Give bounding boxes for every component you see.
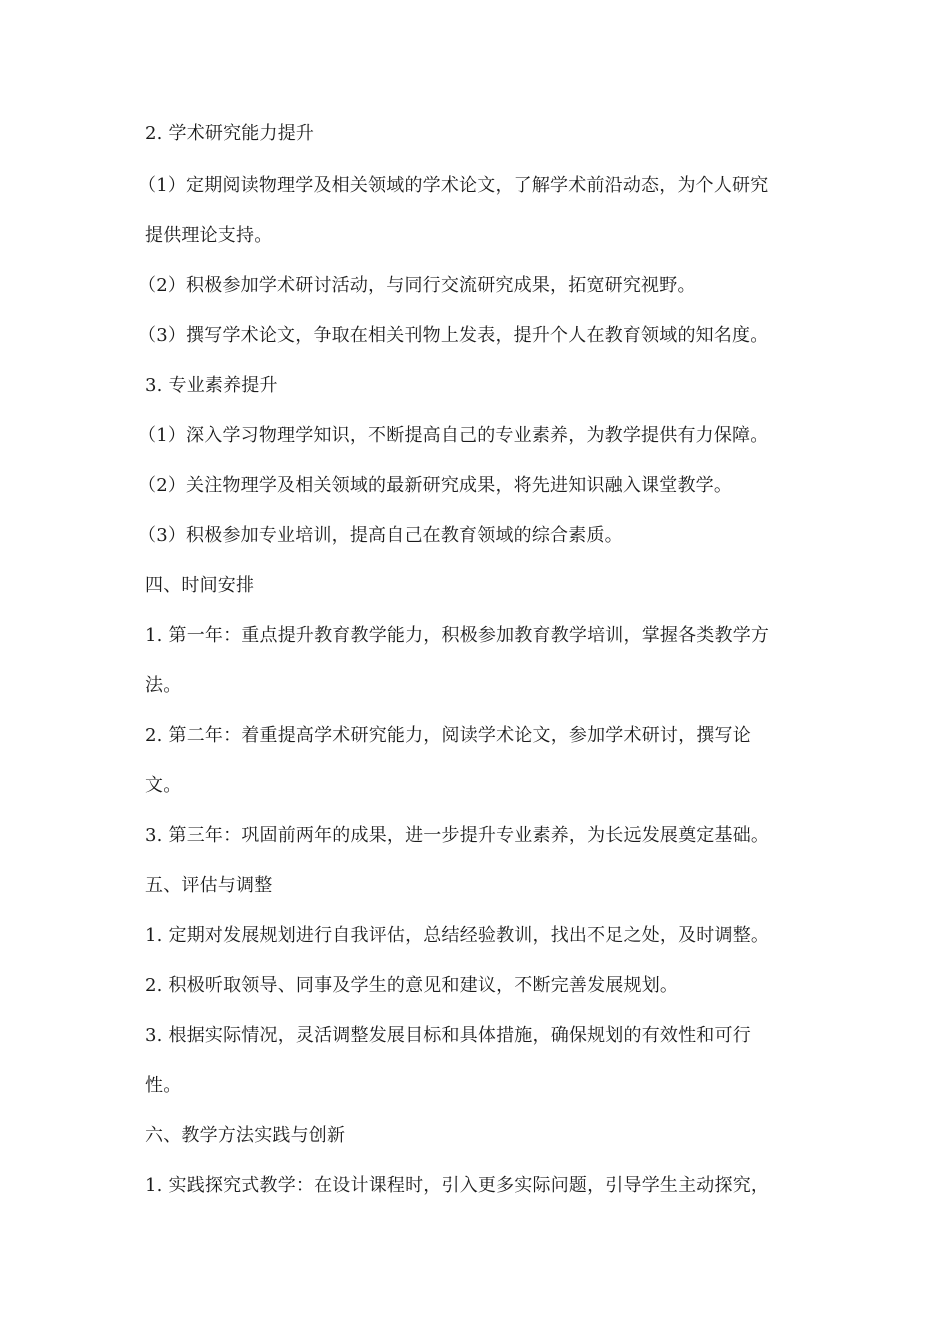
paragraph-line: 1. 定期对发展规划进行自我评估，总结经验教训，找出不足之处，及时调整。 [145,925,770,946]
paragraph-line: 文。 [145,775,182,796]
paragraph-line: 性。 [145,1075,182,1096]
paragraph-line: （1）深入学习物理学知识，不断提高自己的专业素养，为教学提供有力保障。 [138,425,769,446]
paragraph-line: （2）关注物理学及相关领域的最新研究成果，将先进知识融入课堂教学。 [138,475,733,496]
paragraph-line: 3. 第三年：巩固前两年的成果，进一步提升专业素养，为长远发展奠定基础。 [145,825,770,846]
paragraph-line: 1. 实践探究式教学：在设计课程时，引入更多实际问题，引导学生主动探究， [145,1175,770,1196]
section-heading-teaching-innovation: 六、教学方法实践与创新 [145,1125,346,1146]
paragraph-line: 3. 根据实际情况，灵活调整发展目标和具体措施，确保规划的有效性和可行 [145,1025,751,1046]
section-heading-schedule: 四、时间安排 [145,575,255,596]
paragraph-line: 2. 积极听取领导、同事及学生的意见和建议，不断完善发展规划。 [145,975,679,996]
paragraph-line: 2. 第二年：着重提高学术研究能力，阅读学术论文，参加学术研讨，撰写论 [145,725,751,746]
paragraph-line: 提供理论支持。 [145,225,273,246]
section-heading-evaluation: 五、评估与调整 [145,875,273,896]
paragraph-line: （3）撰写学术论文，争取在相关刊物上发表，提升个人在教育领域的知名度。 [138,325,769,346]
section-heading-professional-literacy: 3. 专业素养提升 [145,375,278,396]
paragraph-line: 1. 第一年：重点提升教育教学能力，积极参加教育教学培训，掌握各类教学方 [145,625,770,646]
paragraph-line: 法。 [145,675,182,696]
section-heading-academic-research: 2. 学术研究能力提升 [145,123,315,144]
paragraph-line: （1）定期阅读物理学及相关领域的学术论文，了解学术前沿动态，为个人研究 [138,175,769,196]
paragraph-line: （3）积极参加专业培训，提高自己在教育领域的综合素质。 [138,525,623,546]
paragraph-line: （2）积极参加学术研讨活动，与同行交流研究成果，拓宽研究视野。 [138,275,696,296]
